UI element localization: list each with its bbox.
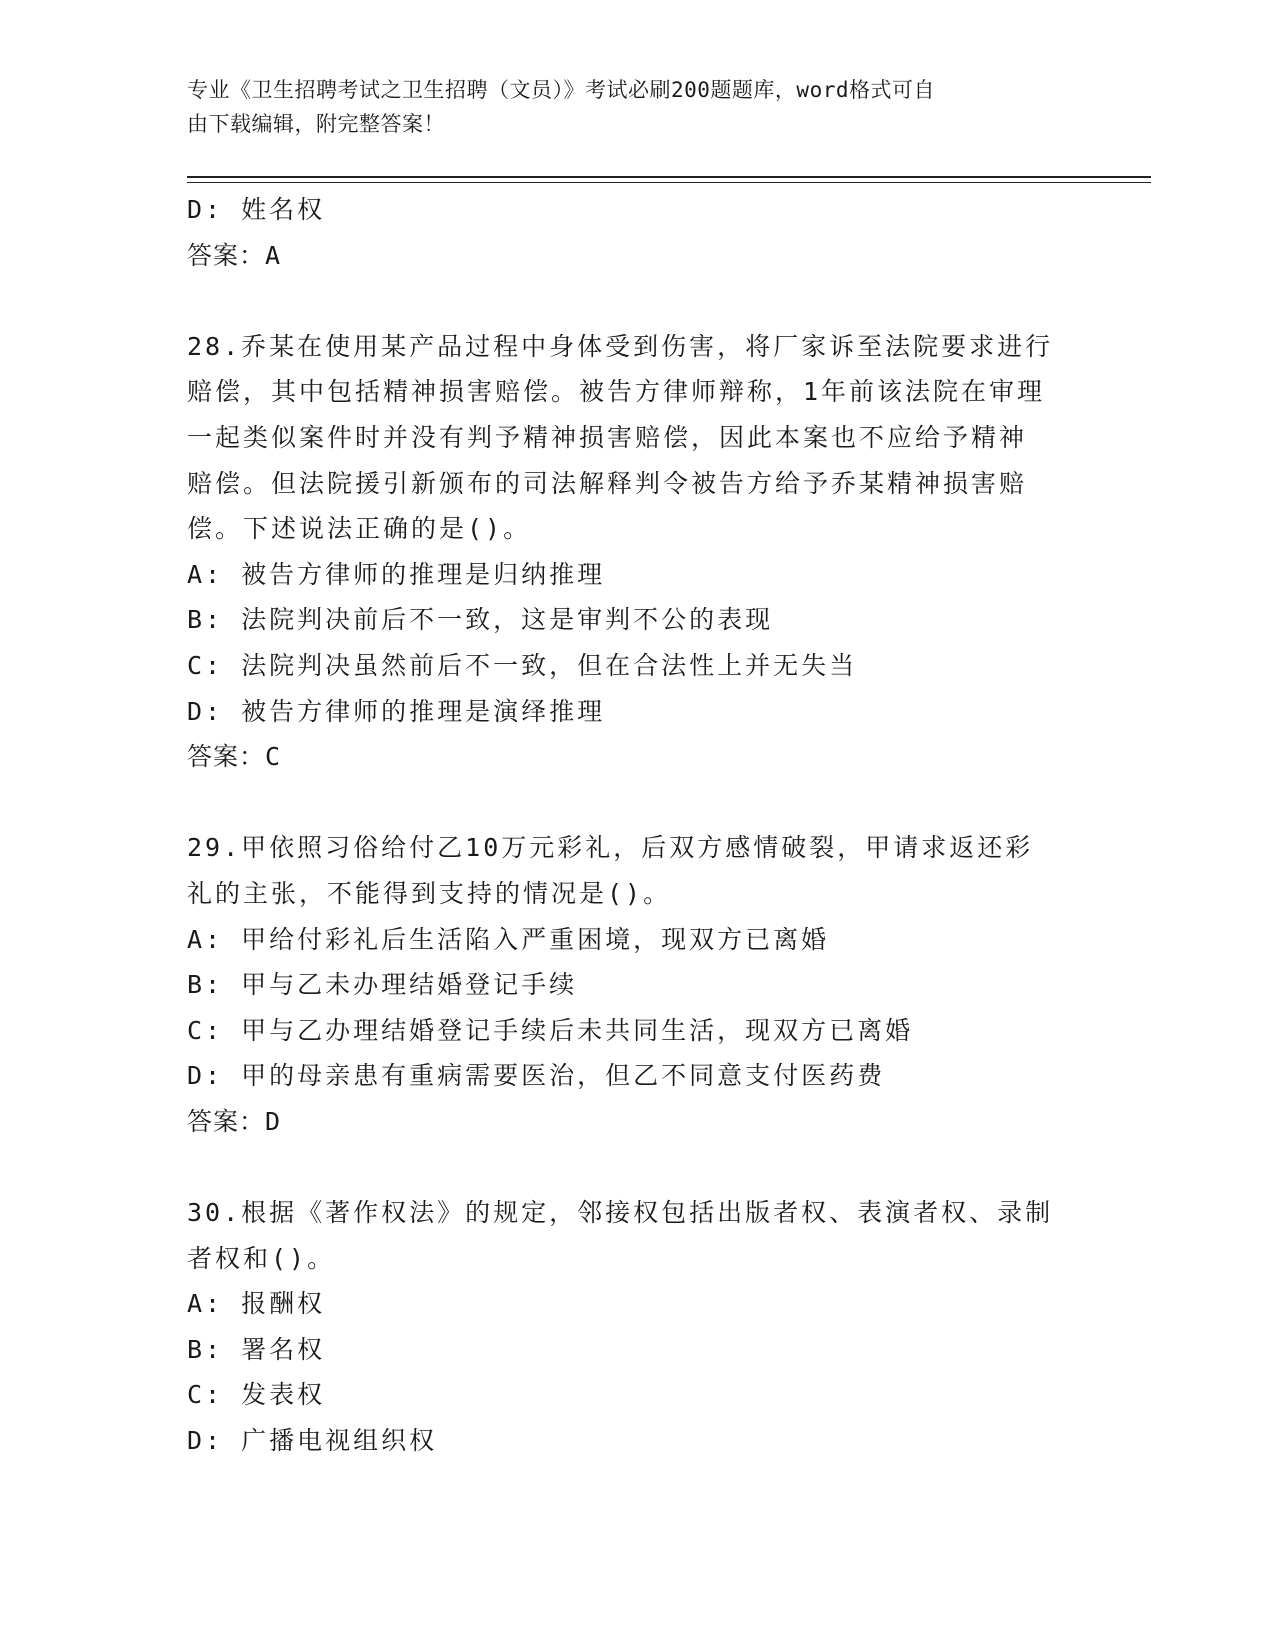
header-line-2: 由下载编辑，附完整答案！: [187, 112, 445, 136]
header-divider: [187, 176, 1151, 178]
question-content: [187, 187, 1087, 1464]
option-c: C: 法院判决虽然前后不一致，但在合法性上并无失当: [187, 650, 858, 680]
option-c: C: 甲与乙办理结婚登记手续后未共同生活，现双方已离婚: [187, 1015, 914, 1045]
option-c: C: 发表权: [187, 1380, 326, 1410]
option-d: D: 姓名权: [187, 195, 326, 224]
question-stem-line: 偿。下述说法正确的是()。: [187, 514, 532, 544]
option-b: B: 法院判决前后不一致，这是审判不公的表现: [187, 605, 774, 635]
answer-line: 答案：C: [187, 742, 282, 772]
question-stem-line: 礼的主张，不能得到支持的情况是()。: [187, 878, 672, 908]
question-stem-line: 30.根据《著作权法》的规定，邻接权包括出版者权、表演者权、录制: [187, 1198, 1054, 1228]
spacer: [187, 1144, 1087, 1190]
answer-line: 答案：A: [187, 240, 282, 270]
option-d: D: 甲的母亲患有重病需要医治，但乙不同意支付医药费: [187, 1061, 886, 1091]
option-d: D: 被告方律师的推理是演绎推理: [187, 696, 606, 726]
header-line-1: 专业《卫生招聘考试之卫生招聘（文员）》考试必刷200题题库，word格式可自: [187, 78, 935, 102]
question-30: [187, 1190, 1087, 1464]
header-divider-thin: [187, 182, 1151, 183]
page-header: [187, 73, 1067, 141]
question-stem-line: 赔偿。但法院援引新颁布的司法解释判令被告方给予乔某精神损害赔: [187, 468, 1028, 498]
option-b: B: 署名权: [187, 1334, 326, 1364]
question-stem-line: 赔偿，其中包括精神损害赔偿。被告方律师辩称，1年前该法院在审理: [187, 377, 1046, 407]
question-29: [187, 825, 1087, 1144]
question-stem-line: 者权和()。: [187, 1243, 336, 1273]
option-b: B: 甲与乙未办理结婚登记手续: [187, 970, 578, 1000]
question-stem-line: 28.乔某在使用某产品过程中身体受到伤害，将厂家诉至法院要求进行: [187, 331, 1054, 361]
question-stem-line: 一起类似案件时并没有判予精神损害赔偿，因此本案也不应给予精神: [187, 422, 1028, 452]
spacer: [187, 780, 1087, 826]
option-d: D: 广播电视组织权: [187, 1426, 438, 1456]
spacer: [187, 278, 1087, 324]
option-a: A: 甲给付彩礼后生活陷入严重困境，现双方已离婚: [187, 924, 830, 954]
question-28: [187, 324, 1087, 780]
question-stem-line: 29.甲依照习俗给付乙10万元彩礼，后双方感情破裂，甲请求返还彩: [187, 833, 1034, 863]
option-a: A: 被告方律师的推理是归纳推理: [187, 559, 606, 589]
answer-line: 答案：D: [187, 1106, 282, 1136]
option-a: A: 报酬权: [187, 1289, 326, 1319]
